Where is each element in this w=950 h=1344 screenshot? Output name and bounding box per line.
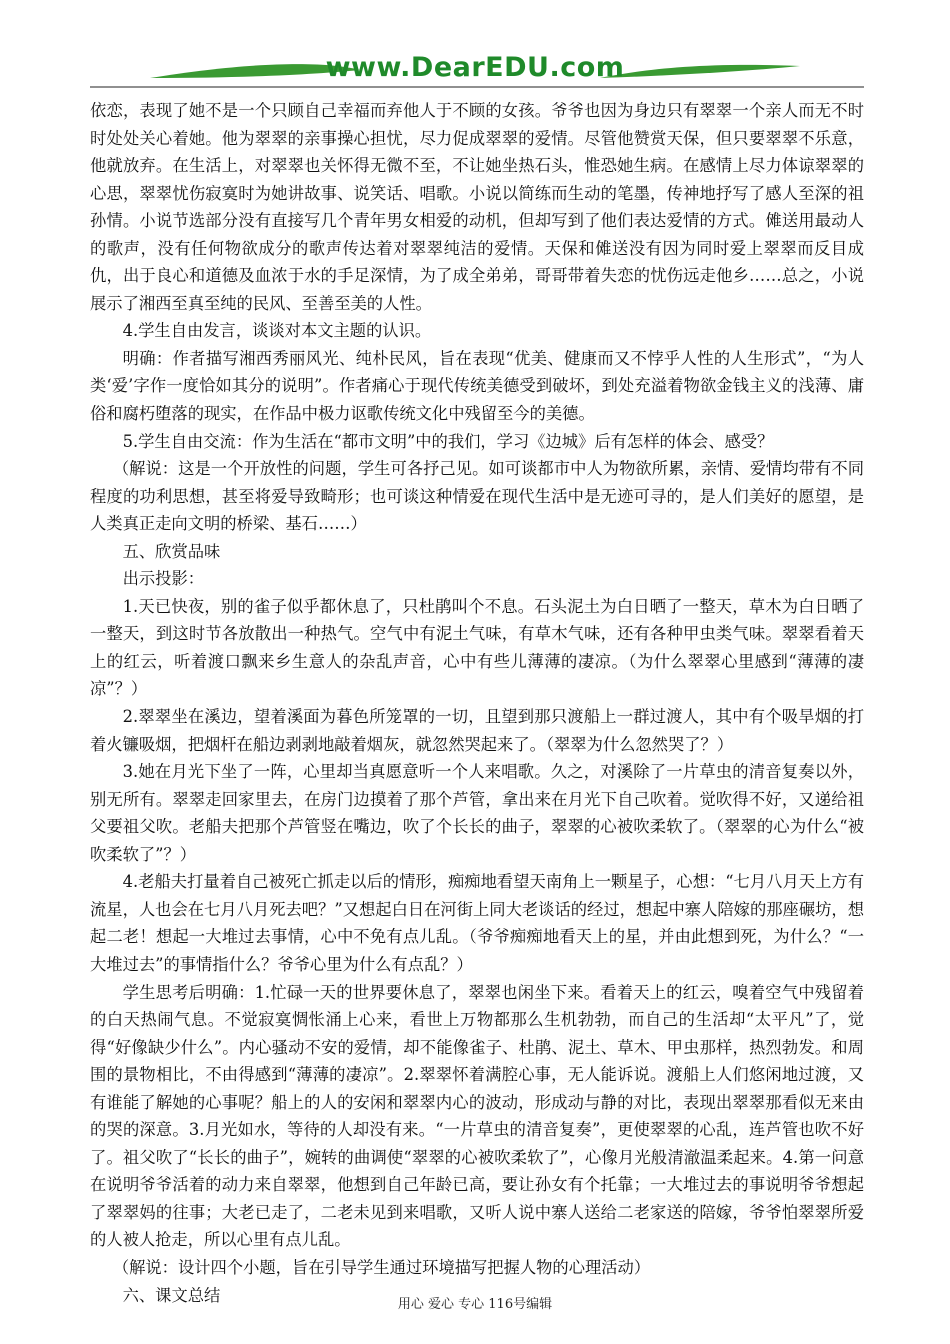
excerpt-2: 2.翠翠坐在溪边，望着溪面为暮色所笼罩的一切，且望到那只渡船上一群过渡人，其中有个吸旱烟的打着火镰吸烟，把烟杆在船边剥剥地敲着烟灰，就忽然哭起来了。（翠翠为什么忽然哭了？） [90,707,864,754]
section-heading-6: 六、课文总结 [122,1285,221,1305]
section-heading-5: 五、欣赏品味 [122,541,221,561]
paragraph-item-5: 5.学生自由交流：作为生活在“都市文明”中的我们，学习《边城》后有怎样的体会、感受？ [122,431,774,451]
student-answer: 学生思考后明确：1.忙碌一天的世界要休息了，翠翠也闲坐下来。看着天上的红云，嗅着空气中残留着的白天热闹气息。不觉寂寞惆怅涌上心来，看世上万物都那么生机勃勃，而自己的生活却“太平凡”了，觉得“好像缺少什么”。内心骚动不安的爱情，却不能像雀子、杜鹃、泥土、草木、甲虫那样，热烈勃发。和周围的景物相比，不由得感到“薄薄的凄凉”。2.翠翠怀着满腔心事，无人能诉说。渡船上人们悠闲地过渡，又有谁能了解她的心事呢？船上的人的安闲和翠翠内心的波动，形成动与静的对比，表现出翠翠那看似无来由的哭的深意。3.月光如水，等待的人却没有来。“一片草虫的清音复奏”，更使翠翠的心乱，连芦管也吹不好了。祖父吹了“长长的曲子”，婉转的曲调使“翠翠的心被吹柔软了”，心像月光般清澈温柔起来。4.第一问意在说明爷爷活着的动力来自翠翠，他想到自己年龄已高，要让孙女有个托靠；一大堆过去的事说明爷爷想起了翠翠妈的往事；大老已走了，二老未见到来唱歌，又听人说中寨人送给二老家送的陪嫁，爷爷怕翠翠所爱的人被人抢走，所以心里有点儿乱。 [90,982,864,1250]
page-footer: 用心 爱心 专心 116号编辑 [397,1297,553,1312]
excerpt-1: 1.天已快夜，别的雀子似乎都休息了，只杜鹃叫个不息。石头泥土为白日晒了一整天，草木为白日晒了一整天，到这时节各放散出一种热气。空气中有泥土气味，有草木气味，还有各种甲虫类气味。翠翠看着天上的红云，听着渡口飘来乡生意人的杂乱声音，心中有些儿薄薄的凄凉。（为什么翠翠心里感到“薄薄的凄凉”？） [90,596,864,699]
paragraph-continuation: 依恋，表现了她不是一个只顾自己幸福而弃他人于不顾的女孩。爷爷也因为身边只有翠翠一个亲人而无不时时处处关心着她。他为翠翠的亲事操心担忧，尽力促成翠翠的爱情。尽管他赞赏天保，但只要翠翠不乐意，他就放弃。在生活上，对翠翠也关怀得无微不至，不让她坐热石头，惟恐她生病。在感情上尽力体谅翠翠的心思，翠翠忧伤寂寞时为她讲故事、说笑话、唱歌。小说以简练而生动的笔墨，传神地抒写了感人至深的祖孙情。小说节选部分没有直接写几个青年男女相爱的动机，但却写到了他们表达爱情的方式。傩送用最动人的歌声，没有任何物欲成分的歌声传达着对翠翠纯洁的爱情。天保和傩送没有因为同时爱上翠翠而反目成仇，出于良心和道德及血浓于水的手足深情，为了成全弟弟，哥哥带着失恋的忧伤远走他乡……总之，小说展示了湘西至真至纯的民风、至善至美的人性。 [90,101,864,313]
paragraph-item-4: 4.学生自由发言，谈谈对本文主题的认识。 [122,321,432,341]
paragraph-commentary-2: （解说：设计四个小题，旨在引导学生通过环境描写把握人物的心理活动） [112,1257,651,1277]
excerpt-3: 3.她在月光下坐了一阵，心里却当真愿意听一个人来唱歌。久之，对溪除了一片草虫的清音复奏以外，别无所有。翠翠走回家里去，在房门边摸着了那个芦管，拿出来在月光下自己吹着。觉吹得不好，又递给祖父要祖父吹。老船夫把那个芦管竖在嘴边，吹了个长长的曲子，翠翠的心被吹柔软了。（翠翠的心为什么“被吹柔软了”？） [90,762,864,864]
paragraph-clarification: 明确：作者描写湘西秀丽风光、纯朴民风，旨在表现“优美、健康而又不悖乎人性的人生形式”，“为人类‘爱’字作一度恰如其分的说明”。作者痛心于现代传统美德受到破坏，到处充溢着物欲金钱主义的浅薄、庸俗和腐朽堕落的现实，在作品中极力讴歌传统文化中残留至今的美德。 [90,348,864,424]
excerpt-4: 4.老船夫打量着自己被死亡抓走以后的情形，痴痴地看望天南角上一颗星子，心想：“七月八月天上方有流星，人也会在七月八月死去吧？”又想起白日在河街上同大老谈话的经过，想起中寨人陪嫁的那座碾坊，想起二老！想起一大堆过去事情，心中不免有点儿乱。（爷爷痴痴地看天上的星，并由此想到死，为什么？“一大堆过去”的事情指什么？爷爷心里为什么有点乱？） [90,872,864,974]
site-logo-text[interactable]: www.DearEDU.com [325,52,625,83]
document-body [90,97,864,1309]
paragraph-commentary: （解说：这是一个开放性的问题，学生可各抒己见。如可谈都市中人为物欲所累，亲情、爱情均带有不同程度的功利思想，甚至将爱导致畸形；也可谈这种情爱在现代生活中是无迹可寻的，是人们美好的愿望，是人类真正走向文明的桥梁、基石……） [90,459,864,534]
page-header [0,0,950,95]
paragraph-projection: 出示投影： [122,569,205,589]
